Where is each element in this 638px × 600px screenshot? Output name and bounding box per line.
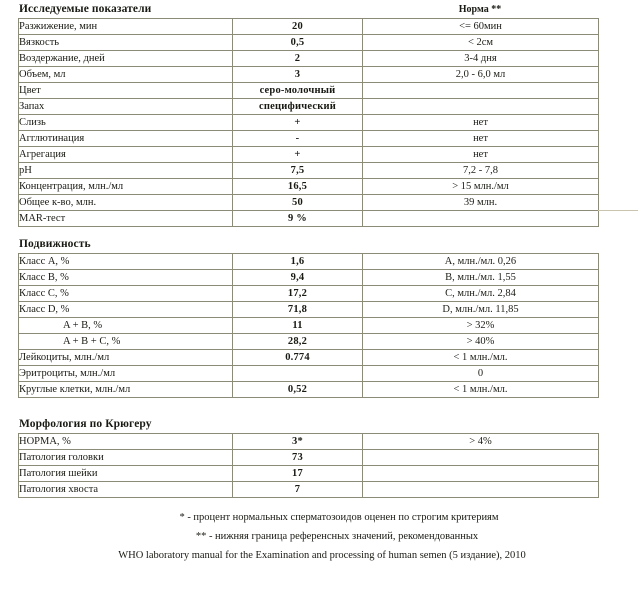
footnotes [0, 508, 638, 565]
section-header [18, 237, 598, 252]
row-reference-norm: A, млн./мл. 0,26 [363, 254, 599, 270]
table-row [19, 366, 599, 382]
row-reference-norm: < 2см [363, 35, 599, 51]
row-measured-value: 20 [233, 19, 363, 35]
row-measured-value: серо-молочный [233, 83, 363, 99]
row-parameter-name: Эритроциты, млн./мл [19, 366, 233, 382]
section-motility [18, 237, 598, 398]
row-reference-norm: < 1 млн./мл. [363, 350, 599, 366]
row-reference-norm: нет [363, 131, 599, 147]
row-measured-value: 9,4 [233, 270, 363, 286]
row-reference-norm: > 15 млн./мл [363, 179, 599, 195]
footnote-source: WHO laboratory manual for the Examination and processing of human semen (5 издание), 2010 [118, 550, 526, 561]
table-morphology [18, 433, 599, 498]
row-parameter-name: Класс D, % [19, 302, 233, 318]
table-row [19, 270, 599, 286]
row-parameter-name: Лейкоциты, млн./мл [19, 350, 233, 366]
row-measured-value: 2 [233, 51, 363, 67]
table-row [19, 99, 599, 115]
row-measured-value: 1,6 [233, 254, 363, 270]
row-reference-norm [363, 211, 599, 227]
scan-artifact-line [598, 210, 638, 211]
row-parameter-name: Класс A, % [19, 254, 233, 270]
section-title-general: Исследуемые показатели [19, 3, 152, 15]
row-parameter-name: Общее к-во, млн. [19, 195, 233, 211]
section-header [18, 417, 598, 432]
table-row [19, 115, 599, 131]
row-reference-norm [363, 99, 599, 115]
row-parameter-name: pH [19, 163, 233, 179]
row-measured-value: 50 [233, 195, 363, 211]
row-measured-value: 17 [233, 466, 363, 482]
row-parameter-name: Агрегация [19, 147, 233, 163]
table-general-parameters [18, 18, 599, 227]
table-row [19, 131, 599, 147]
row-reference-norm: нет [363, 115, 599, 131]
section-header [18, 2, 598, 17]
table-row [19, 195, 599, 211]
table-row [19, 302, 599, 318]
table-row [19, 286, 599, 302]
row-measured-value: 3* [233, 434, 363, 450]
row-reference-norm: 0 [363, 366, 599, 382]
row-parameter-name: Вязкость [19, 35, 233, 51]
norm-column-header: Норма ** [458, 4, 502, 15]
row-reference-norm: 2,0 - 6,0 мл [363, 67, 599, 83]
row-parameter-name: Патология хвоста [19, 482, 233, 498]
table-row [19, 466, 599, 482]
table-row [19, 35, 599, 51]
table-body [19, 254, 599, 398]
row-parameter-name: Агглютинация [19, 131, 233, 147]
row-reference-norm: > 4% [363, 434, 599, 450]
row-parameter-name: Разжижение, мин [19, 19, 233, 35]
table-row [19, 83, 599, 99]
row-measured-value: 3 [233, 67, 363, 83]
row-parameter-name: Круглые клетки, млн./мл [19, 382, 233, 398]
row-measured-value: 0,5 [233, 35, 363, 51]
row-measured-value: 16,5 [233, 179, 363, 195]
row-measured-value: 7,5 [233, 163, 363, 179]
row-measured-value: специфический [233, 99, 363, 115]
table-row [19, 147, 599, 163]
row-reference-norm: > 40% [363, 334, 599, 350]
footnote-asterisk: * - процент нормальных сперматозоидов оценен по строгим критериям [179, 512, 499, 523]
table-row [19, 382, 599, 398]
row-measured-value: 0.774 [233, 350, 363, 366]
row-parameter-name: Воздержание, дней [19, 51, 233, 67]
table-row [19, 450, 599, 466]
row-parameter-name: Объем, мл [19, 67, 233, 83]
row-reference-norm: D, млн./мл. 11,85 [363, 302, 599, 318]
table-row [19, 19, 599, 35]
table-body [19, 19, 599, 227]
row-measured-value: 9 % [233, 211, 363, 227]
row-parameter-name: Патология головки [19, 450, 233, 466]
table-row [19, 254, 599, 270]
row-parameter-name: A + B + C, % [19, 334, 233, 350]
row-measured-value: 73 [233, 450, 363, 466]
row-reference-norm: 7,2 - 7,8 [363, 163, 599, 179]
row-parameter-name: Концентрация, млн./мл [19, 179, 233, 195]
row-measured-value: 7 [233, 482, 363, 498]
row-parameter-name: Патология шейки [19, 466, 233, 482]
row-measured-value [233, 366, 363, 382]
table-row [19, 163, 599, 179]
row-measured-value: + [233, 115, 363, 131]
row-measured-value: 71,8 [233, 302, 363, 318]
row-reference-norm: C, млн./мл. 2,84 [363, 286, 599, 302]
row-reference-norm: 3-4 дня [363, 51, 599, 67]
table-row [19, 179, 599, 195]
row-measured-value: + [233, 147, 363, 163]
table-body [19, 434, 599, 498]
footnote-double-asterisk: ** - нижняя граница референсных значений, рекомендованных [195, 531, 479, 542]
row-reference-norm: B, млн./мл. 1,55 [363, 270, 599, 286]
row-measured-value: 17,2 [233, 286, 363, 302]
row-parameter-name: Цвет [19, 83, 233, 99]
table-row [19, 211, 599, 227]
table-row [19, 67, 599, 83]
row-parameter-name: A + B, % [19, 318, 233, 334]
row-measured-value: 11 [233, 318, 363, 334]
row-parameter-name: Класс B, % [19, 270, 233, 286]
row-parameter-name: Класс C, % [19, 286, 233, 302]
section-title-motility: Подвижность [19, 238, 91, 250]
row-reference-norm: < 1 млн./мл. [363, 382, 599, 398]
row-reference-norm: 39 млн. [363, 195, 599, 211]
row-parameter-name: Запах [19, 99, 233, 115]
table-motility [18, 253, 599, 398]
section-title-morphology: Морфология по Крюгеру [19, 418, 152, 430]
row-measured-value: 0,52 [233, 382, 363, 398]
table-row [19, 318, 599, 334]
table-row [19, 482, 599, 498]
row-reference-norm: > 32% [363, 318, 599, 334]
row-measured-value: - [233, 131, 363, 147]
table-row [19, 51, 599, 67]
row-measured-value: 28,2 [233, 334, 363, 350]
row-reference-norm [363, 466, 599, 482]
row-reference-norm: нет [363, 147, 599, 163]
row-reference-norm [363, 83, 599, 99]
row-reference-norm: <= 60мин [363, 19, 599, 35]
row-parameter-name: НОРМА, % [19, 434, 233, 450]
table-row [19, 434, 599, 450]
section-morphology [18, 417, 598, 498]
section-general-parameters [18, 2, 598, 227]
table-row [19, 350, 599, 366]
row-parameter-name: MAR-тест [19, 211, 233, 227]
row-reference-norm [363, 482, 599, 498]
row-parameter-name: Слизь [19, 115, 233, 131]
table-row [19, 334, 599, 350]
row-reference-norm [363, 450, 599, 466]
